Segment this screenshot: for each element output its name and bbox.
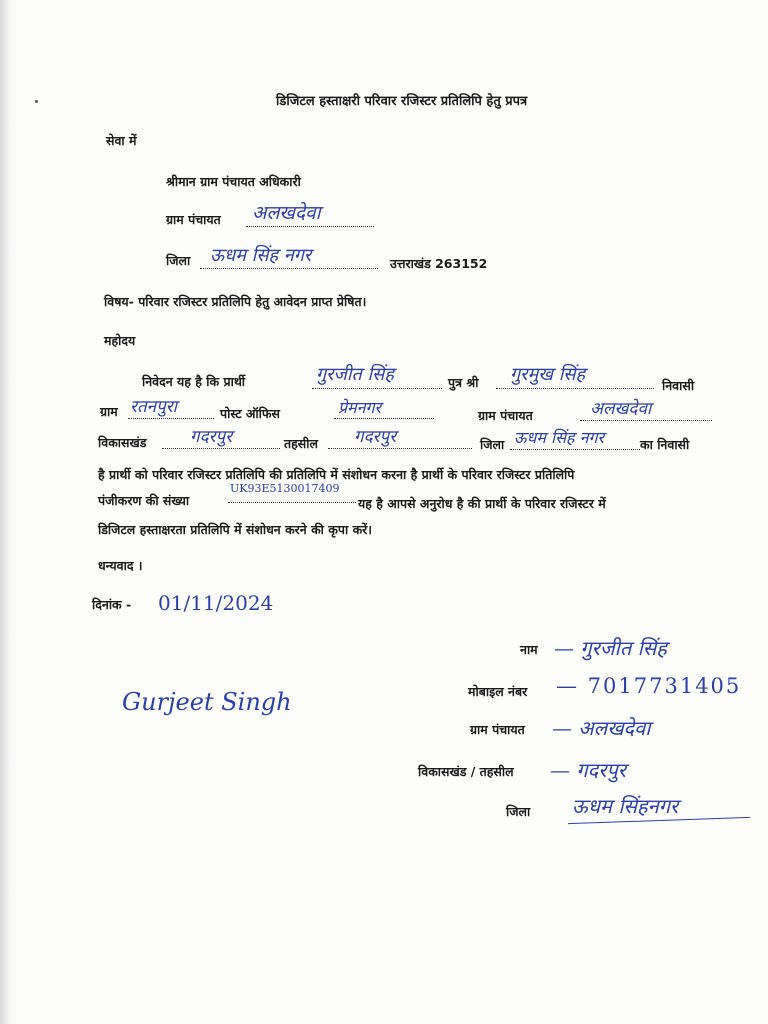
date-label: दिनांक - [92,597,132,612]
applicant-dots [312,388,442,389]
body-line2-gram: ग्राम [100,404,118,419]
registration-number: UK93E5130017409 [230,482,340,495]
jila-dots [200,268,378,269]
jila-value: ऊधम सिंह नगर [210,245,312,266]
district-dots [510,449,640,450]
body-line2-gp: ग्राम पंचायत [478,408,533,423]
father-dots [496,388,654,389]
jila-label: जिला [166,253,191,268]
father-name: गुरमुख सिंह [510,364,586,385]
gram-panchayat-dots [246,226,374,227]
body-line3-nivasi: का निवासी [640,437,690,452]
subject-line: विषय- परिवार रजिस्टर प्रतिलिपि हेतु आवेदन प्राप्त प्रेषित। [104,294,367,309]
post-office-name: प्रेमनगर [338,398,382,417]
registration-dots [228,502,356,503]
body-line3-tehsil: तहसील [284,436,318,451]
footer-gp-label: ग्राम पंचायत [470,722,525,737]
applicant-signature: Gurjeet Singh [122,688,292,716]
gram-panchayat-value: अलखदेवा [252,202,321,224]
body-gram-panchayat: अलखदेवा [590,399,652,419]
block-dots [162,448,280,449]
body-line4: है प्रार्थी को परिवार रजिस्टर प्रतिलिपि की प्रतिलिपि में संशोधन करना है प्रार्थी के परिवार रजिस्टर प्रतिलिपि [98,467,575,482]
applicant-name: गुरजीत सिंह [316,364,394,385]
body-line6: डिजिटल हस्ताक्षरता प्रतिलिपि में संशोधन करने की कृपा करें। [98,522,373,537]
gram-panchayat-label: ग्राम पंचायत [166,212,221,227]
village-dots [128,418,214,419]
footer-gp-value: — अलखदेवा [552,716,651,740]
footer-jila-label: जिला [506,804,531,819]
footer-block-value: — गदरपुर [550,758,626,782]
body-line2-post: पोस्ट ऑफिस [220,406,280,421]
sewa-mein: सेवा में [106,133,137,148]
village-name: रतनपुरा [130,397,178,417]
footer-jila-value: ऊधम सिंहनगर [572,794,679,818]
body-line5-b: यह है आपसे अनुरोध है की प्रार्थी के परिवार रजिस्टर में [358,496,606,511]
body-line3-jila: जिला [480,437,505,452]
body-line1-c: निवासी [662,378,695,393]
gp-dots [580,420,712,421]
body-line3-block: विकासखंड [98,435,147,450]
block-name: गदरपुर [190,427,233,447]
scan-speck [35,100,38,103]
post-office-dots [334,418,434,419]
thanks: धन्यवाद । [98,558,143,573]
footer-naam-label: नाम [520,642,538,657]
state-pin: उत्तराखंड 263152 [390,256,488,271]
footer-mobile-value: — 7017731405 [556,674,742,698]
form-title: डिजिटल हस्ताक्षरी परिवार रजिस्टर प्रतिलिपि हेतु प्रपत्र [276,94,528,109]
date-value: 01/11/2024 [158,591,274,615]
footer-naam-value: — गुरजीत सिंह [554,636,667,660]
tehsil-name: गदरपुर [354,427,397,447]
footer-mobile-label: मोबाइल नंबर [468,684,528,699]
scan-edge-shadow [0,0,16,1024]
footer-block-label: विकासखंड / तहसील [418,764,514,779]
body-line1-a: निवेदन यह है कि प्रार्थी [142,374,246,389]
body-line1-b: पुत्र श्री [448,375,479,390]
salutation: महोदय [104,333,136,348]
body-line5-a: पंजीकरण की संख्या [98,493,190,508]
officer-designation: श्रीमान ग्राम पंचायत अधिकारी [166,174,301,189]
tehsil-dots [328,448,472,449]
district-name: ऊधम सिंह नगर [514,428,605,447]
